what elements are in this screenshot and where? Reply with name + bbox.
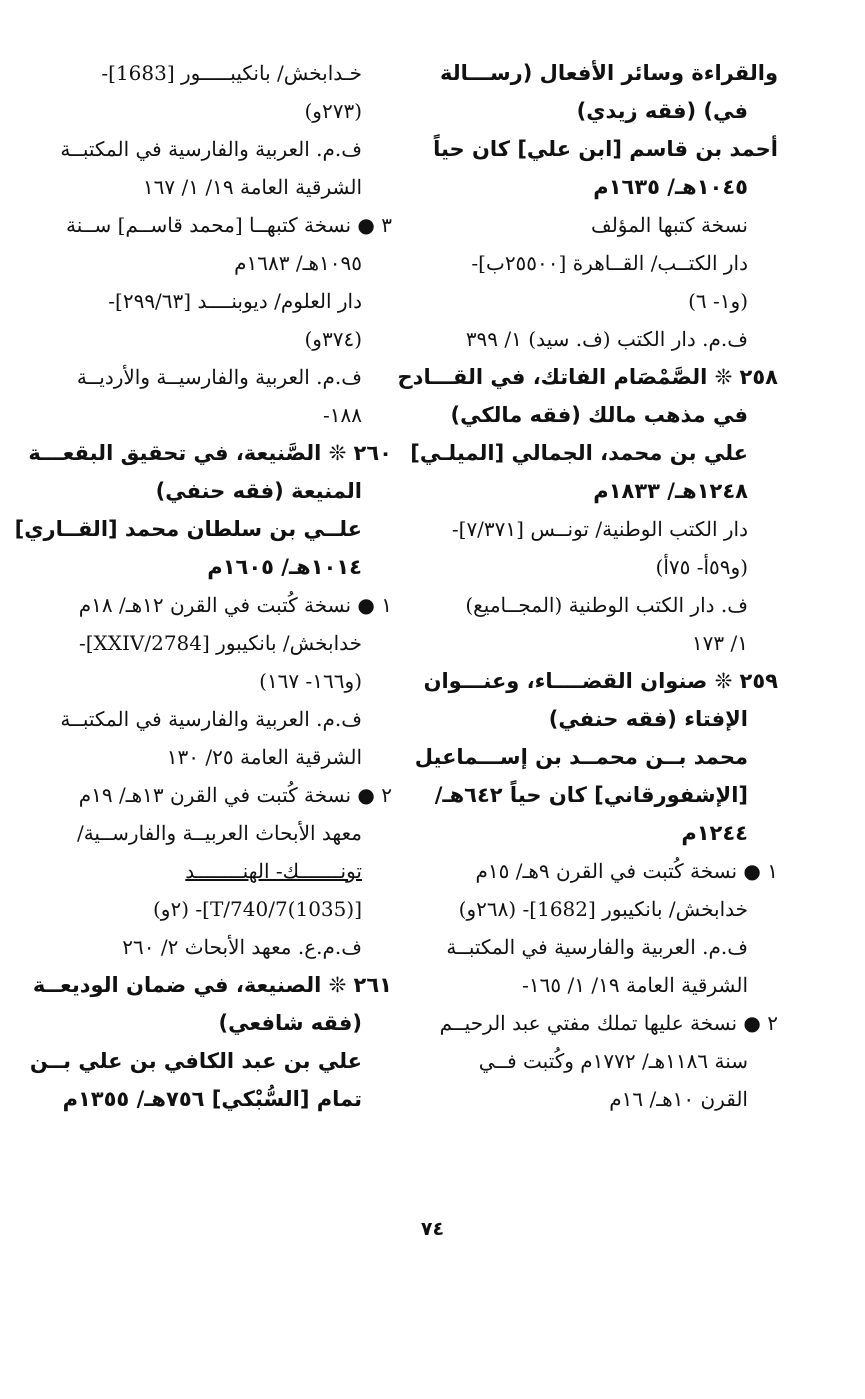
text-line: ١٠٩٥هـ/ ١٦٨٣م [234, 251, 362, 275]
text-line: معهد الأبحاث العربيــة والفارســية/ [76, 821, 362, 845]
text-line: ٢٦١ ❊ الصنيعة، في ضمان الوديعــة [32, 973, 392, 997]
text-line: [(1035)T/740/7]- (٢و) [153, 897, 362, 921]
text-line: ف.م. دار الكتب (ف. سيد) ١/ ٣٩٩ [465, 327, 748, 351]
text-line: ١/ ١٧٣ [691, 631, 748, 655]
text-line: دار العلوم/ ديوبنــــد [٢٩٩/٦٣]- [108, 289, 362, 313]
left-column [14, 54, 392, 1118]
text-line: في) (فقه زيدي) [576, 99, 748, 123]
text-line: تونـــــــك- الهنــــــــد [185, 859, 362, 883]
text-line: ف.م. العربية والفارسية في المكتبــة [60, 707, 362, 731]
text-line: (٢٧٣و) [304, 99, 362, 123]
text-line: علي بن محمد، الجمالي [الميلـي] [410, 441, 748, 465]
text-line: (و١- ٦) [688, 289, 748, 313]
text-line: ١٠٤٥هـ/ ١٦٣٥م [593, 175, 748, 199]
text-line: في مذهب مالك (فقه مالكي) [450, 403, 748, 427]
text-line: ف. دار الكتب الوطنية (المجــاميع) [465, 593, 748, 617]
text-line: ف.م.ع. معهد الأبحاث ٢/ ٢٦٠ [122, 935, 362, 959]
text-line: ١٠١٤هـ/ ١٦٠٥م [207, 555, 362, 579]
text-line: ١ ● نسخة كُتبت في القرن ٩هـ/ ١٥م [475, 859, 778, 883]
text-line: ٢٦٠ ❊ الصَّنيعة، في تحقيق البقعـــة [28, 441, 392, 465]
text-line: أحمد بن قاسم [ابن علي] كان حياً [433, 137, 778, 161]
right-column [397, 54, 778, 1118]
text-line: (و١٦٦- ١٦٧) [259, 669, 362, 693]
text-line: المنيعة (فقه حنفي) [155, 479, 362, 503]
text-line: ف.م. العربية والفارسيــة والأرديــة [76, 365, 362, 389]
text-line: علــي بن سلطان محمد [القــاري] [14, 517, 362, 541]
text-line: محمد بــن محمــد بن إســـماعيل [414, 745, 748, 769]
text-line: خدابخش/ بانكيبور [2784/XXIV]- [78, 631, 362, 655]
text-line: ف.م. العربية والفارسية في المكتبــة [60, 137, 362, 161]
text-line: (فقه شافعي) [218, 1011, 362, 1035]
text-line: ١٢٤٨هـ/ ١٨٣٣م [593, 479, 748, 503]
text-line: الشرقية العامة ١٩/ ١/ ١٦٧ [142, 175, 362, 199]
text-line: ٢ ● نسخة كُتبت في القرن ١٣هـ/ ١٩م [78, 783, 392, 807]
text-line: خـدابخش/ بانكيبـــــور [1683]- [101, 61, 362, 85]
text-line: القرن ١٠هـ/ ١٦م [609, 1087, 748, 1111]
text-line: علي بن عبد الكافي بن علي بــن [29, 1049, 362, 1073]
text-line: ١٨٨- [323, 403, 362, 427]
text-line: ١ ● نسخة كُتبت في القرن ١٢هـ/ ١٨م [78, 593, 392, 617]
text-line: ٢ ● نسخة عليها تملك مفتي عبد الرحيــم [439, 1011, 778, 1035]
page-number: ٧٤ [420, 1218, 445, 1240]
text-line: الشرقية العامة ٢٥/ ١٣٠ [166, 745, 362, 769]
text-line: ٣ ● نسخة كتبهــا [محمد قاســم] ســنة [66, 213, 392, 237]
text-line: (٣٧٤و) [304, 327, 362, 351]
text-line: الشرقية العامة ١٩/ ١/ ١٦٥- [522, 973, 748, 997]
text-line: سنة ١١٨٦هـ/ ١٧٧٢م وكُتبت فــي [478, 1049, 748, 1073]
text-line: تمام [السُّبْكي] ٧٥٦هـ/ ١٣٥٥م [62, 1087, 362, 1111]
text-line: دار الكتب الوطنية/ تونــس [٧/٣٧١]- [451, 517, 748, 541]
text-line: دار الكتــب/ القــاهرة [٢٥٥٠٠ب]- [471, 251, 748, 275]
text-line: خدابخش/ بانكيبور [1682]- (٢٦٨و) [458, 897, 748, 921]
text-line: الإفتاء (فقه حنفي) [548, 707, 748, 731]
text-line: نسخة كتبها المؤلف [590, 213, 748, 237]
text-line: ٢٥٨ ❊ الصَّمْصَام الفاتك، في القـــادح [397, 365, 778, 389]
text-line: [الإشفورقاني] كان حياً ٦٤٢هـ/ [434, 783, 748, 807]
text-line: ف.م. العربية والفارسية في المكتبــة [446, 935, 748, 959]
text-line: ١٢٤٤م [681, 821, 748, 845]
text-line: والقراءة وسائر الأفعال (رســـالة [439, 61, 778, 85]
text-line: ٢٥٩ ❊ صنوان القضــــاء، وعنـــوان [423, 669, 778, 693]
text-line: (و٥٩أ- ٧٥أ) [655, 555, 748, 579]
